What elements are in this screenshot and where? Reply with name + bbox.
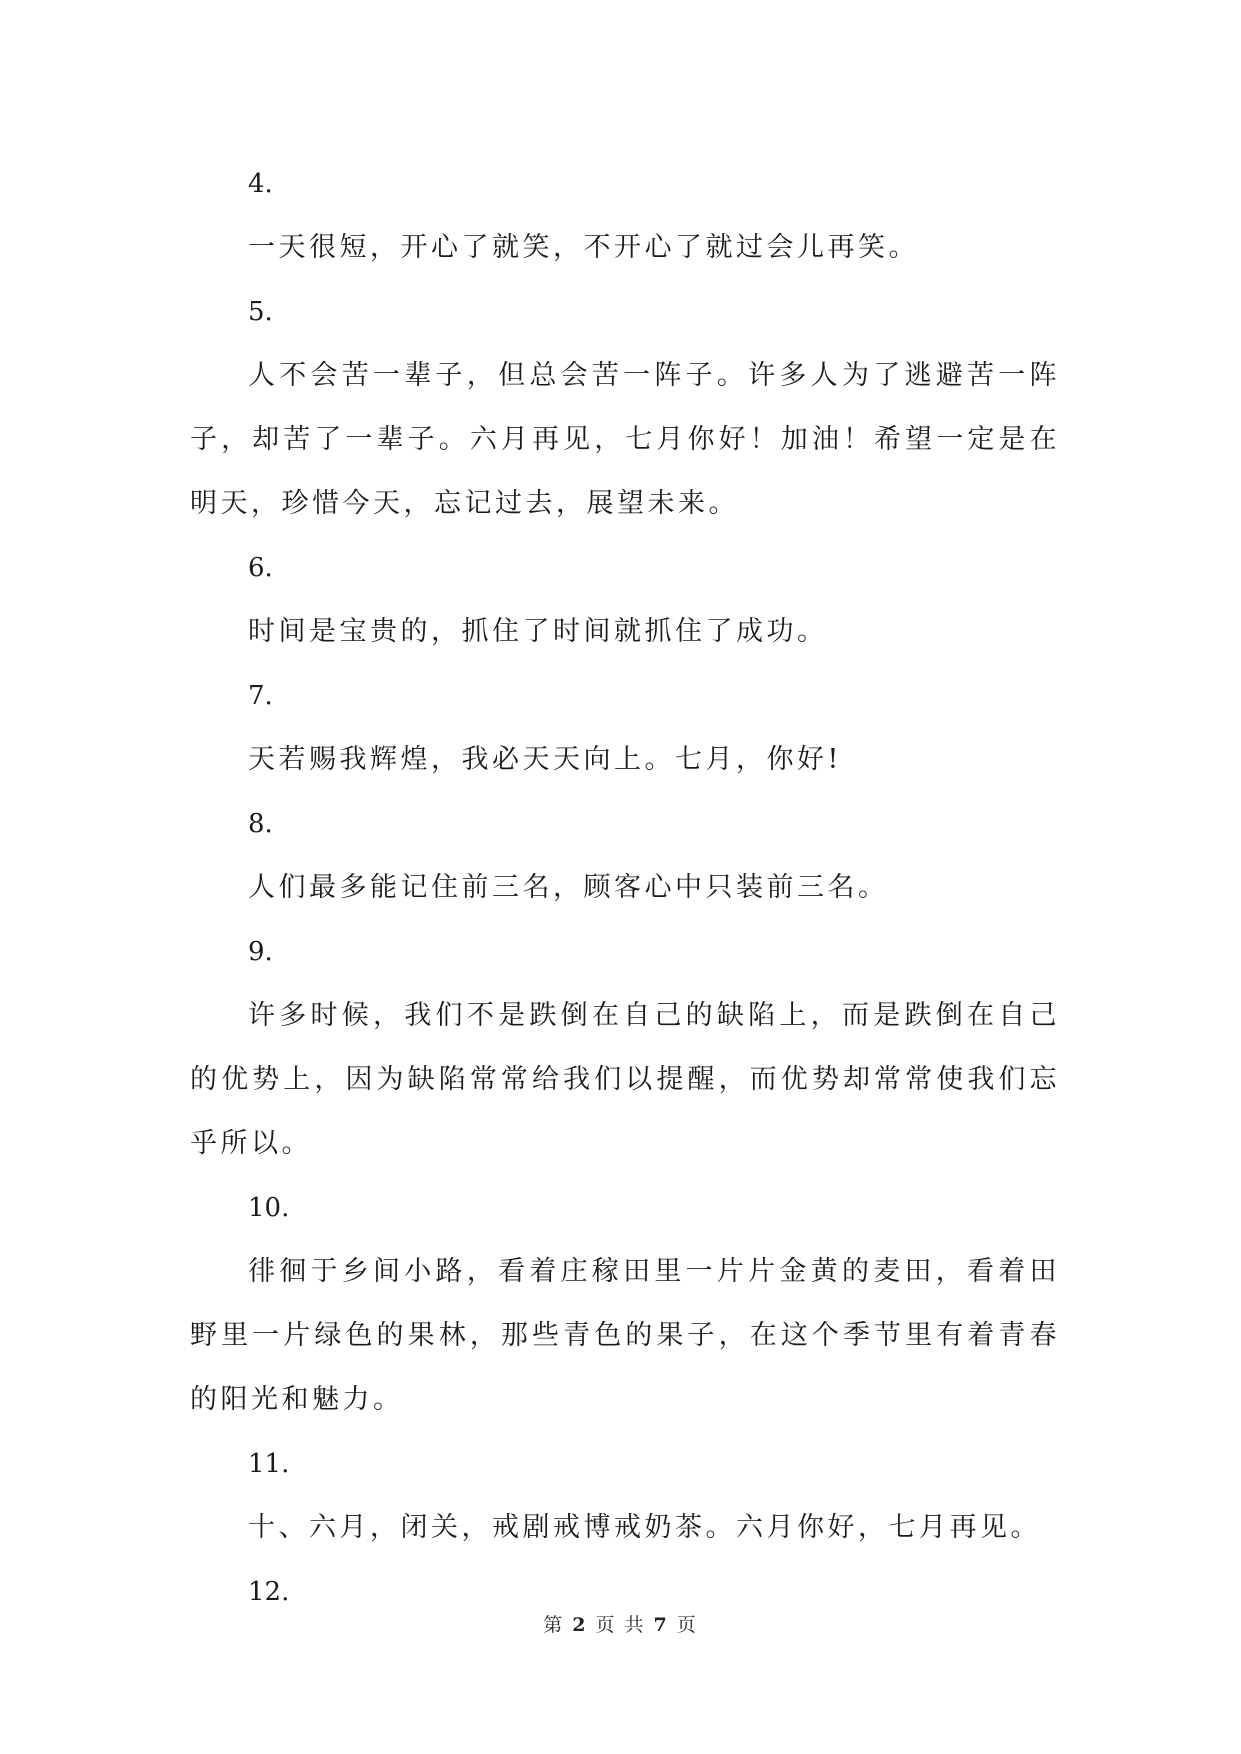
item-number: 11.	[248, 1449, 290, 1479]
item-number: 6.	[248, 553, 273, 583]
item-number: 7.	[248, 681, 273, 711]
item-number: 12.	[248, 1577, 290, 1607]
item-number: 4.	[248, 169, 273, 199]
item-number: 5.	[248, 297, 273, 327]
item-text: 人们最多能记住前三名，顾客心中只装前三名。	[248, 872, 889, 903]
footer-page-word: 页	[595, 1614, 617, 1636]
item-text: 时间是宝贵的，抓住了时间就抓住了成功。	[248, 616, 828, 647]
item-number: 8.	[248, 809, 273, 839]
page-footer	[0, 1610, 1241, 1637]
item-text: 天若赐我辉煌，我必天天向上。七月，你好!	[248, 744, 842, 775]
document-body	[190, 152, 1060, 1624]
footer-total-word: 共	[624, 1614, 646, 1636]
item-number: 10.	[248, 1193, 290, 1223]
footer-total-pages: 7	[653, 1614, 669, 1636]
item-text: 人不会苦一辈子，但总会苦一阵子。许多人为了逃避苦一阵子，却苦了一辈子。六月再见，七月你好！加油！希望一定是在明天，珍惜今天，忘记过去，展望未来。	[190, 360, 1060, 519]
footer-current-page: 2	[572, 1614, 588, 1636]
item-text: 徘徊于乡间小路，看着庄稼田里一片片金黄的麦田，看着田野里一片绿色的果林，那些青色的果子，在这个季节里有着青春的阳光和魅力。	[190, 1256, 1060, 1415]
item-text: 十、六月，闭关，戒剧戒博戒奶茶。六月你好，七月再见。	[248, 1512, 1041, 1543]
footer-suffix: 页	[676, 1614, 698, 1636]
item-text: 许多时候，我们不是跌倒在自己的缺陷上，而是跌倒在自己的优势上，因为缺陷常常给我们以提醒，而优势却常常使我们忘乎所以。	[190, 1000, 1060, 1159]
footer-prefix: 第	[543, 1614, 565, 1636]
item-number: 9.	[248, 937, 273, 967]
item-text: 一天很短，开心了就笑，不开心了就过会儿再笑。	[248, 232, 919, 263]
